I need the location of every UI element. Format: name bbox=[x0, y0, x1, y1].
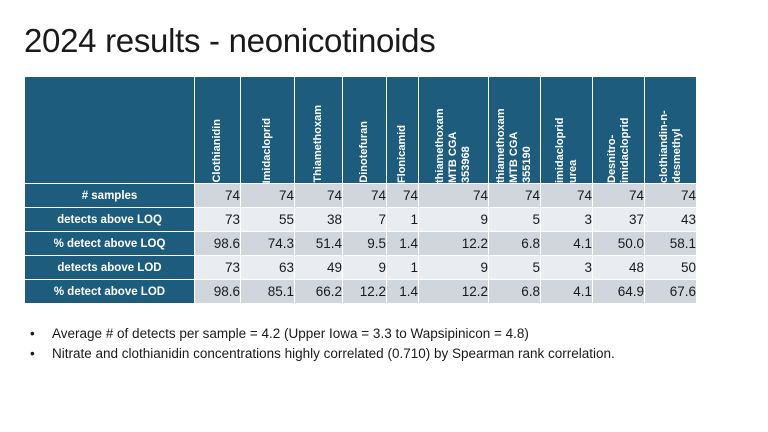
table-cell: 12.2 bbox=[419, 280, 489, 304]
table-cell: 9 bbox=[343, 256, 387, 280]
table-cell: 5 bbox=[489, 256, 541, 280]
table-cell: 67.6 bbox=[645, 280, 697, 304]
bullet-glyph: • bbox=[30, 326, 35, 341]
table-cell: 1.4 bbox=[387, 232, 419, 256]
column-header: clothiandin-n-desmethyl bbox=[645, 77, 697, 184]
table-cell: 85.1 bbox=[241, 280, 295, 304]
table-cell: 64.9 bbox=[593, 280, 645, 304]
results-table bbox=[24, 76, 697, 304]
table-cell: 51.4 bbox=[295, 232, 343, 256]
table-corner-cell bbox=[25, 77, 195, 184]
table-cell: 74 bbox=[645, 184, 697, 208]
table-cell: 74 bbox=[593, 184, 645, 208]
table-cell: 4.1 bbox=[541, 280, 593, 304]
table-row bbox=[25, 280, 697, 304]
table-cell: 6.8 bbox=[489, 280, 541, 304]
table-cell: 9 bbox=[419, 256, 489, 280]
column-header: Imidacloprid bbox=[241, 77, 295, 184]
column-header: Clothianidin bbox=[195, 77, 241, 184]
table-cell: 66.2 bbox=[295, 280, 343, 304]
row-header: detects above LOD bbox=[25, 256, 195, 280]
row-header: # samples bbox=[25, 184, 195, 208]
table-row bbox=[25, 208, 697, 232]
table-cell: 1 bbox=[387, 256, 419, 280]
table-cell: 73 bbox=[195, 256, 241, 280]
bullet-item bbox=[30, 324, 615, 344]
table-cell: 58.1 bbox=[645, 232, 697, 256]
table-row bbox=[25, 184, 697, 208]
table-cell: 38 bbox=[295, 208, 343, 232]
table-cell: 74 bbox=[241, 184, 295, 208]
table-cell: 98.6 bbox=[195, 280, 241, 304]
table-cell: 49 bbox=[295, 256, 343, 280]
bullet-list bbox=[30, 324, 615, 364]
table-cell: 9.5 bbox=[343, 232, 387, 256]
bullet-glyph: • bbox=[30, 346, 35, 361]
table-cell: 74.3 bbox=[241, 232, 295, 256]
table-cell: 4.1 bbox=[541, 232, 593, 256]
column-header: thiamethoxam MTB CGA 353968 bbox=[419, 77, 489, 184]
table-cell: 3 bbox=[541, 208, 593, 232]
column-header: Flonicamid bbox=[387, 77, 419, 184]
table-cell: 74 bbox=[419, 184, 489, 208]
table-cell: 1.4 bbox=[387, 280, 419, 304]
column-header: thiamethoxam MTB CGA 355190 bbox=[489, 77, 541, 184]
table-cell: 9 bbox=[419, 208, 489, 232]
table-cell: 7 bbox=[343, 208, 387, 232]
table-cell: 43 bbox=[645, 208, 697, 232]
bullet-text: Nitrate and clothianidin concentrations highly correlated (0.710) by Spearman rank correlation. bbox=[52, 346, 615, 361]
bullet-text: Average # of detects per sample = 4.2 (Upper Iowa = 3.3 to Wapsipinicon = 4.8) bbox=[52, 326, 529, 341]
table-header-row bbox=[25, 77, 697, 184]
column-header: Dinotefuran bbox=[343, 77, 387, 184]
column-header: Thiamethoxam bbox=[295, 77, 343, 184]
table-row bbox=[25, 256, 697, 280]
table-cell: 50 bbox=[645, 256, 697, 280]
table-cell: 74 bbox=[195, 184, 241, 208]
table-cell: 73 bbox=[195, 208, 241, 232]
row-header: detects above LOQ bbox=[25, 208, 195, 232]
table-cell: 74 bbox=[541, 184, 593, 208]
table-cell: 74 bbox=[489, 184, 541, 208]
table-cell: 1 bbox=[387, 208, 419, 232]
table-cell: 74 bbox=[295, 184, 343, 208]
table-cell: 3 bbox=[541, 256, 593, 280]
table-cell: 12.2 bbox=[343, 280, 387, 304]
table-cell: 98.6 bbox=[195, 232, 241, 256]
row-header: % detect above LOD bbox=[25, 280, 195, 304]
row-header: % detect above LOQ bbox=[25, 232, 195, 256]
bullet-item bbox=[30, 344, 615, 364]
column-header: Desnitro-imidacloprid bbox=[593, 77, 645, 184]
table-cell: 5 bbox=[489, 208, 541, 232]
table-cell: 48 bbox=[593, 256, 645, 280]
table-cell: 74 bbox=[343, 184, 387, 208]
table-cell: 50.0 bbox=[593, 232, 645, 256]
column-header: imidacloprid urea bbox=[541, 77, 593, 184]
table-row bbox=[25, 232, 697, 256]
table-cell: 74 bbox=[387, 184, 419, 208]
table-cell: 55 bbox=[241, 208, 295, 232]
table-cell: 37 bbox=[593, 208, 645, 232]
table-cell: 12.2 bbox=[419, 232, 489, 256]
slide-title: 2024 results - neonicotinoids bbox=[24, 22, 436, 59]
table-cell: 63 bbox=[241, 256, 295, 280]
table-cell: 6.8 bbox=[489, 232, 541, 256]
